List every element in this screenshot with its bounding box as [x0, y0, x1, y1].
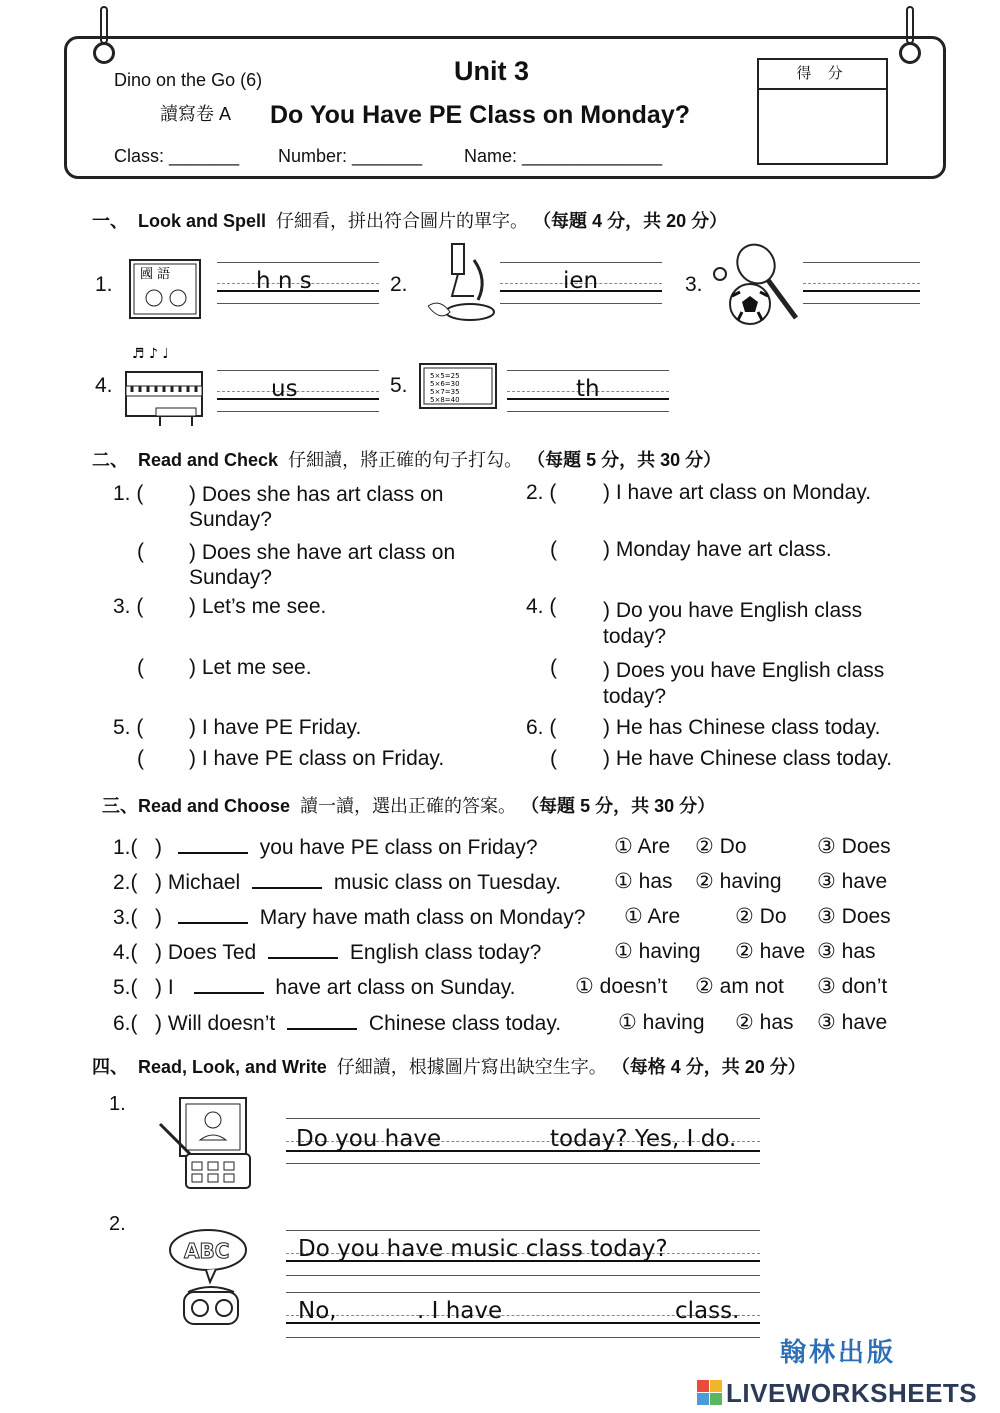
math-board-icon [418, 360, 500, 412]
s3-answer-paren[interactable]: 2.( [113, 871, 138, 894]
s2-item-5-option-a: ) I have PE Friday. [189, 716, 362, 739]
s1-item-4-number: 4. [95, 374, 113, 397]
svg-text:國 語: 國 語 [140, 267, 171, 282]
series-label: Dino on the Go (6) [114, 70, 263, 90]
svg-text:5×5=25: 5×5=25 [430, 372, 460, 380]
section1-title-en: Look and Spell [138, 211, 267, 231]
page-title: Do You Have PE Class on Monday? [270, 101, 690, 129]
paper-label: 讀寫卷 A [160, 104, 232, 124]
s1-answer-3-base [803, 290, 920, 292]
number-field[interactable]: Number: _______ [278, 146, 423, 166]
s4-q2-text-a: No, [298, 1298, 337, 1324]
s3-row-1-option-3: ③ Does [817, 835, 891, 858]
section3-title-cn: 讀一讀，選出正確的答案。 [300, 796, 517, 816]
section2-number: 二、 [92, 450, 128, 470]
s2-item-4-number[interactable]: 4. ( [526, 595, 557, 618]
s3-blank[interactable] [268, 939, 338, 959]
class-field[interactable]: Class: _______ [114, 146, 240, 166]
s2-item-3-paren-b[interactable]: ( [137, 656, 144, 679]
section4-title [92, 1053, 806, 1079]
s3-answer-paren[interactable]: 1.( [113, 836, 138, 859]
s3-row-2 [113, 869, 561, 895]
s2-item-3-option-b: ) Let me see. [189, 656, 312, 679]
svg-text:ABC: ABC [184, 1239, 230, 1263]
s3-answer-paren[interactable]: 6.( [113, 1012, 138, 1035]
s3-blank[interactable] [287, 1010, 357, 1030]
s3-sentence-rest: music class on Tuesday. [333, 871, 562, 894]
section4-number: 四、 [92, 1057, 128, 1077]
section1-title-cn: 仔細看，拼出符合圖片的單字。 [276, 211, 529, 231]
art-painting-icon [156, 1094, 256, 1194]
s3-row-1-option-1: ① Are [614, 835, 671, 858]
s3-row-3-option-3: ③ Does [817, 905, 891, 928]
s2-item-6-option-a: ) He has Chinese class today. [603, 716, 881, 739]
s3-row-3-option-1: ① Are [624, 905, 681, 928]
section3-title [102, 792, 715, 818]
s3-row-5 [113, 974, 515, 1000]
s2-item-2-option-a: ) I have art class on Monday. [603, 481, 872, 504]
s4-q1-blank[interactable] [450, 1126, 546, 1152]
section4-title-cn: 仔細讀，根據圖片寫出缺空生字。 [336, 1057, 607, 1077]
s3-row-6-option-2: ② has [735, 1011, 794, 1034]
s3-row-6 [113, 1010, 561, 1036]
section1-points: （每題 4 分，共 20 分） [533, 211, 728, 231]
svg-text:5×8=40: 5×8=40 [430, 396, 460, 404]
section2-points: （每題 5 分，共 30 分） [527, 450, 722, 470]
s3-row-5-option-1: ① doesn’t [575, 975, 668, 998]
s1-answer-3-lines[interactable] [803, 262, 920, 304]
s4-q2-number: 2. [109, 1213, 126, 1235]
s3-row-6-option-3: ③ have [817, 1011, 888, 1034]
s3-row-3-option-2: ② Do [735, 905, 787, 928]
s3-sentence-rest: have art class on Sunday. [275, 976, 516, 999]
s3-row-4-option-3: ③ has [817, 940, 876, 963]
s4-q2-text-b: . I have [417, 1298, 503, 1324]
s3-row-2-option-3: ③ have [817, 870, 888, 893]
s1-answer-4-base [217, 398, 379, 400]
section1-number: 一、 [92, 211, 128, 231]
s3-row-2-option-2: ② having [695, 870, 782, 893]
s3-prefix: ) Will doesn’t [155, 1012, 276, 1035]
s4-q2-blank-2[interactable] [520, 1298, 670, 1324]
s1-item-1-number: 1. [95, 273, 113, 296]
score-label: 得 分 [757, 58, 888, 90]
s3-answer-paren[interactable]: 3.( [113, 906, 138, 929]
section4-title-en: Read, Look, and Write [138, 1057, 327, 1077]
s4-q1-text-a: Do you have [296, 1126, 442, 1152]
s3-row-1-option-2: ② Do [695, 835, 747, 858]
s1-item-2-number: 2. [390, 273, 408, 296]
s3-prefix: ) [155, 836, 163, 859]
s2-item-6-option-b: ) He have Chinese class today. [603, 747, 893, 770]
section2-title-cn: 仔細讀，將正確的句子打勾。 [288, 450, 523, 470]
liveworksheets-brand[interactable]: LIVEWORKSHEETS [726, 1378, 978, 1408]
s4-q2-text-c: class. [675, 1298, 740, 1324]
svg-text:♬ ♪ ♩: ♬ ♪ ♩ [132, 346, 169, 362]
s3-prefix: ) [155, 906, 163, 929]
s1-hint-2: ien [563, 268, 599, 294]
s3-blank[interactable] [178, 834, 248, 854]
s2-item-6-number[interactable]: 6. ( [526, 716, 557, 739]
publisher-logo: 翰林出版 [780, 1337, 897, 1367]
s2-item-2-option-b: ) Monday have art class. [603, 538, 832, 561]
s4-q2-question: Do you have music class today? [298, 1236, 668, 1262]
s3-sentence-rest: English class today? [349, 941, 542, 964]
section1-title [92, 207, 727, 233]
unit-title: Unit 3 [454, 56, 530, 86]
s3-row-4-option-2: ② have [735, 940, 806, 963]
chinese-book-icon [126, 256, 206, 322]
s3-row-5-option-2: ② am not [695, 975, 784, 998]
s3-row-1 [113, 834, 538, 860]
s3-blank[interactable] [178, 904, 248, 924]
s1-hint-5: th [576, 376, 600, 402]
s3-sentence-rest: you have PE class on Friday? [259, 836, 538, 859]
abc-radio-icon [166, 1226, 256, 1336]
s3-blank[interactable] [194, 974, 264, 994]
s3-prefix: ) Michael [155, 871, 241, 894]
s3-blank[interactable] [252, 869, 322, 889]
s2-item-5-paren-b[interactable]: ( [137, 747, 144, 770]
s1-item-5-number: 5. [390, 374, 408, 397]
section2-title [92, 446, 721, 472]
s4-q1-text-b: today? Yes, I do. [550, 1126, 737, 1152]
svg-text:5×7=35: 5×7=35 [430, 388, 460, 396]
section3-points: （每題 5 分，共 30 分） [521, 796, 716, 816]
s1-answer-4-lines[interactable] [217, 370, 379, 412]
s1-hint-4: us [271, 376, 298, 402]
s3-row-4 [113, 939, 541, 965]
section3-title-en: Read and Choose [138, 796, 291, 816]
s2-item-1-option-a: ) Does she has art class on Sunday? [189, 483, 444, 531]
s2-item-5-number[interactable]: 5. ( [113, 716, 144, 739]
s2-item-1-paren-b[interactable]: ( [137, 540, 144, 563]
s2-item-1-number[interactable]: 1. ( [113, 482, 144, 505]
s3-sentence-rest: Chinese class today. [368, 1012, 562, 1035]
s2-item-1-option-b: ) Does she have art class on Sunday? [189, 541, 456, 589]
s3-row-6-option-1: ① having [618, 1011, 705, 1034]
s3-row-2-option-1: ① has [614, 870, 673, 893]
s1-hint-1: h n s [256, 268, 312, 294]
s3-answer-paren[interactable]: 5.( [113, 976, 138, 999]
name-field[interactable]: Name: ______________ [464, 146, 663, 166]
s2-item-4-option-a: ) Do you have English class today? [603, 599, 863, 648]
section4-points: （每格 4 分，共 20 分） [611, 1057, 806, 1077]
s3-row-5-option-3: ③ don’t [817, 975, 888, 998]
s3-row-4-option-1: ① having [614, 940, 701, 963]
s2-item-4-option-b: ) Does you have English class today? [603, 659, 885, 708]
s3-prefix: ) I [155, 976, 174, 999]
s3-sentence-rest: Mary have math class on Monday? [259, 906, 586, 929]
liveworksheets-logo-icon [697, 1380, 723, 1406]
svg-text:5×6=30: 5×6=30 [430, 380, 460, 388]
s2-item-5-option-b: ) I have PE class on Friday. [189, 747, 445, 770]
s4-q2-blank-1[interactable] [346, 1298, 416, 1324]
s3-row-3 [113, 904, 585, 930]
piano-icon [120, 342, 210, 428]
s2-item-3-number[interactable]: 3. ( [113, 595, 144, 618]
microscope-icon [422, 240, 498, 328]
s2-item-6-paren-b[interactable]: ( [550, 747, 557, 770]
s4-q1-number: 1. [109, 1093, 126, 1115]
s2-item-2-number[interactable]: 2. ( [526, 481, 557, 504]
s2-item-3-option-a: ) Let’s me see. [189, 595, 327, 618]
sports-balls-icon [710, 240, 802, 328]
s2-item-2-paren-b[interactable]: ( [550, 538, 557, 561]
section2-title-en: Read and Check [138, 450, 279, 470]
s2-item-4-paren-b[interactable]: ( [550, 656, 557, 679]
section3-number: 三、 [102, 796, 138, 816]
s3-answer-paren[interactable]: 4.( [113, 941, 138, 964]
s3-prefix: ) Does Ted [155, 941, 257, 964]
s1-item-3-number: 3. [685, 273, 703, 296]
